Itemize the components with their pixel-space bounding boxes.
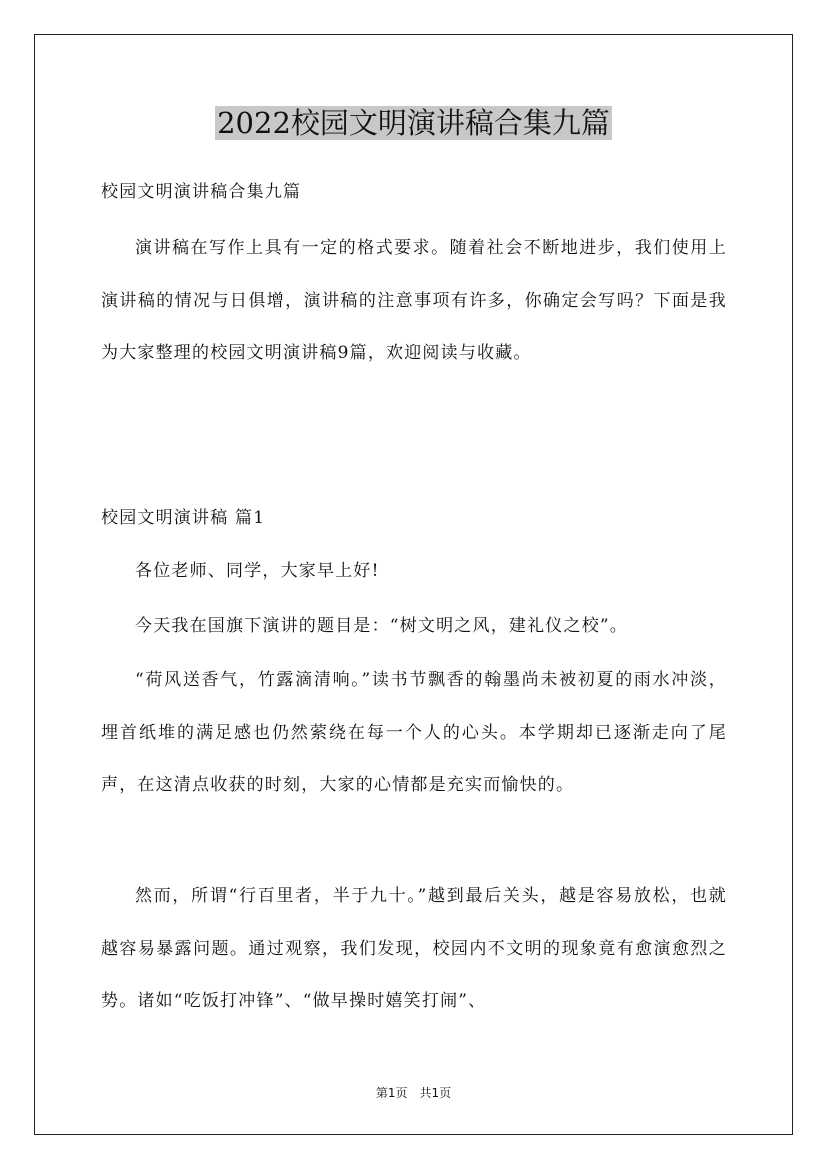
section-heading: 校园文明演讲稿 篇1 [101,508,266,528]
document-subtitle: 校园文明演讲稿合集九篇 [101,182,302,202]
page-number: 第1页 共1页 [375,1086,452,1100]
document-title-text: 2022校园文明演讲稿合集九篇 [217,106,610,140]
intro-paragraph: 演讲稿在写作上具有一定的格式要求。随着社会不断地进步，我们使用上演讲稿的情况与日俱增，演讲稿的注意事项有许多，你确定会写吗？下面是我为大家整理的校园文明演讲稿9篇，欢迎阅读与收藏。 [101,238,727,363]
document-title [0,101,827,145]
greeting-paragraph: 各位老师、同学，大家早上好! [135,561,380,581]
body-paragraph-1: “荷风送香气，竹露滴清响。”读书节飘香的翰墨尚未被初夏的雨水冲淡，埋首纸堆的满足感也仍然萦绕在每一个人的心头。本学期却已逐渐走向了尾声，在这清点收获的时刻，大家的心情都是充实而愉快的。 [101,670,727,795]
topic-paragraph: 今天我在国旗下演讲的题目是：“树文明之风，建礼仪之校”。 [135,616,628,636]
body-paragraph-2: 然而，所谓“行百里者，半于九十。”越到最后关头，越是容易放松，也就越容易暴露问题。通过观察，我们发现，校园内不文明的现象竟有愈演愈烈之势。诸如“吃饭打冲锋”、“做早操时嬉笑打闹”、 [101,886,727,1011]
